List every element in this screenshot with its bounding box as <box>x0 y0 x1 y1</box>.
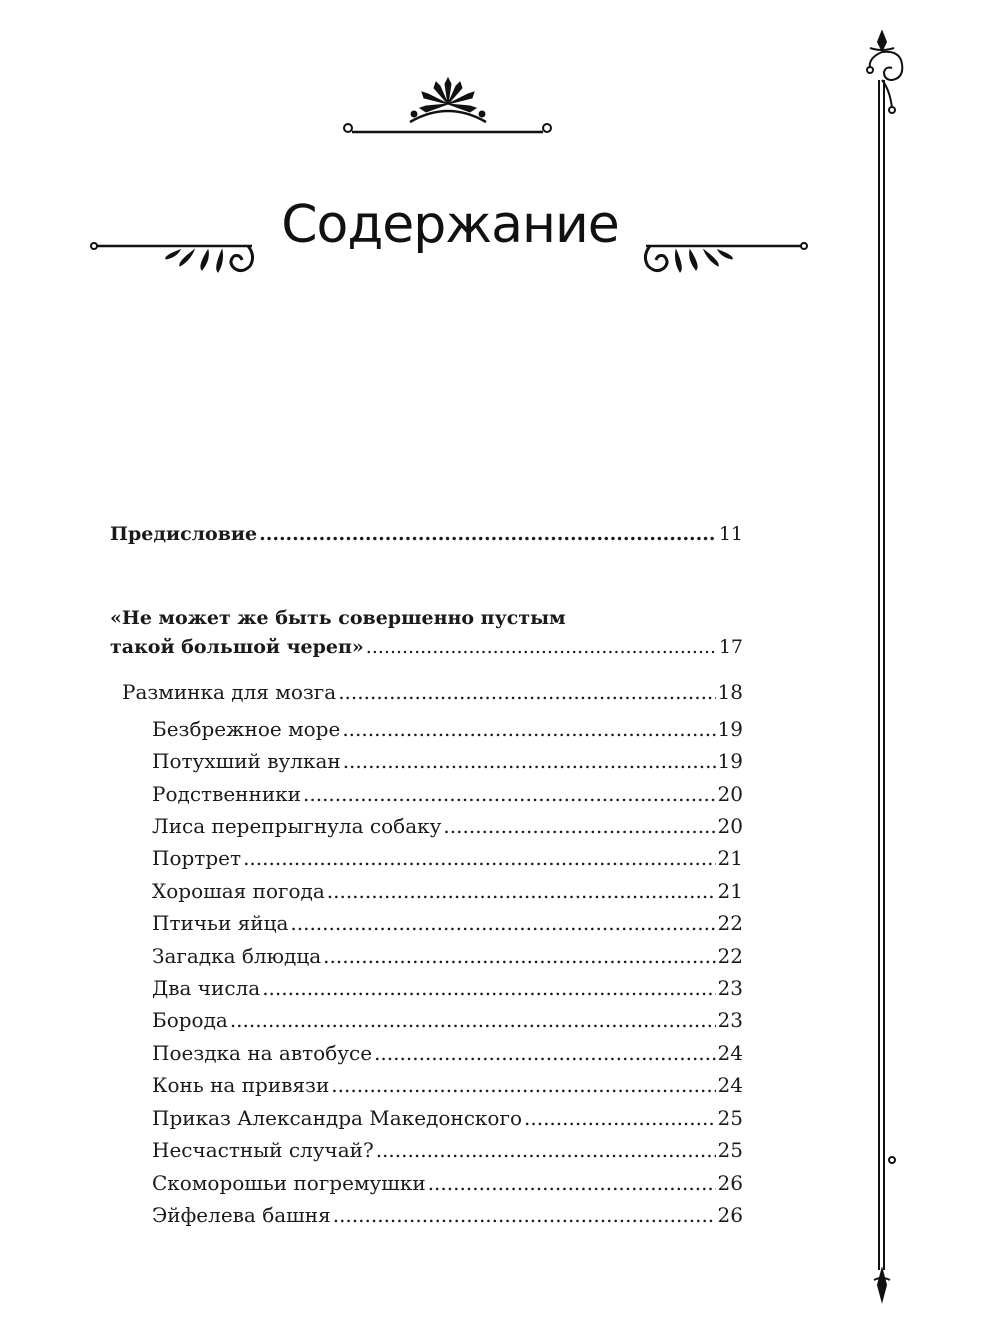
toc-leader-dots <box>262 972 715 1004</box>
toc-entry[interactable] <box>110 940 743 972</box>
toc-page-number: 23 <box>717 1008 743 1033</box>
table-of-contents <box>110 518 743 1231</box>
toc-entry[interactable] <box>110 745 743 777</box>
toc-page-number: 26 <box>717 1202 743 1227</box>
toc-entry[interactable] <box>110 810 743 842</box>
toc-part-title-line: такой большой череп» <box>110 636 364 659</box>
toc-leader-dots <box>366 633 717 662</box>
toc-leader-dots <box>327 875 716 907</box>
toc-entry-part-1[interactable] <box>110 604 743 662</box>
toc-leader-dots <box>338 676 715 708</box>
toc-entry-label: Конь на привязи <box>152 1073 330 1098</box>
toc-entry-label: Скоморошьи погремушки <box>152 1170 426 1195</box>
toc-page-number: 26 <box>717 1170 743 1195</box>
toc-entry[interactable] <box>110 778 743 810</box>
toc-entry[interactable] <box>110 907 743 939</box>
toc-page-number: 24 <box>717 1073 743 1098</box>
toc-page-number: 17 <box>718 636 743 659</box>
toc-entry[interactable] <box>110 972 743 1004</box>
toc-page-number: 23 <box>717 976 743 1001</box>
toc-leader-dots <box>290 907 715 939</box>
toc-page-number: 18 <box>717 680 743 705</box>
toc-leader-dots <box>374 1037 715 1069</box>
toc-entry-label: Безбрежное море <box>152 716 341 741</box>
toc-leader-dots <box>333 1199 716 1231</box>
toc-entry-label: Борода <box>152 1008 228 1033</box>
toc-entry-preface[interactable] <box>110 518 743 550</box>
toc-entry-label: Портрет <box>152 846 242 871</box>
toc-leader-dots <box>331 1069 715 1101</box>
toc-entry-label: Птичьи яйца <box>152 911 289 936</box>
page-title: Содержание <box>281 194 619 255</box>
toc-page-number: 19 <box>717 716 743 741</box>
toc-entry[interactable] <box>110 1102 743 1134</box>
toc-page-number: 11 <box>718 523 743 545</box>
left-flourish-icon <box>90 232 260 282</box>
toc-page-number: 22 <box>717 911 743 936</box>
toc-entry-label: Хорошая погода <box>152 878 325 903</box>
toc-page-number: 25 <box>717 1138 743 1163</box>
toc-leader-dots <box>230 1004 716 1036</box>
toc-leader-dots <box>376 1134 716 1166</box>
toc-entry[interactable] <box>110 1167 743 1199</box>
toc-entry-section[interactable] <box>110 676 743 708</box>
toc-leader-dots <box>323 940 715 972</box>
toc-leader-dots <box>303 778 716 810</box>
toc-entry-label: Поездка на автобусе <box>152 1040 373 1065</box>
toc-entry-label: Лиса перепрыгнула собаку <box>152 814 442 839</box>
toc-entry-label: Родственники <box>152 781 301 806</box>
toc-entry-label: Несчастный случай? <box>152 1138 374 1163</box>
toc-entry[interactable] <box>110 875 743 907</box>
toc-page-number: 25 <box>717 1105 743 1130</box>
toc-entries-list <box>110 713 743 1232</box>
toc-leader-dots <box>342 713 715 745</box>
toc-entry[interactable] <box>110 1069 743 1101</box>
toc-page-number: 20 <box>717 781 743 806</box>
toc-leader-dots <box>343 745 716 777</box>
side-border-ornament <box>860 30 910 1320</box>
toc-leader-dots <box>243 842 715 874</box>
toc-entry-label: Загадка блюдца <box>152 943 322 968</box>
toc-entry-label: Разминка для мозга <box>122 680 337 705</box>
toc-entry[interactable] <box>110 1004 743 1036</box>
toc-entry-label: Два числа <box>152 976 261 1001</box>
toc-page-number: 20 <box>717 814 743 839</box>
toc-entry[interactable] <box>110 1134 743 1166</box>
toc-leader-dots <box>524 1102 716 1134</box>
toc-entry[interactable] <box>110 1037 743 1069</box>
toc-leader-dots <box>428 1167 716 1199</box>
toc-entry-label: Предисловие <box>110 523 258 545</box>
toc-leader-dots <box>443 810 715 842</box>
toc-entry-label: Потухший вулкан <box>152 749 341 774</box>
toc-entry[interactable] <box>110 842 743 874</box>
toc-entry[interactable] <box>110 713 743 745</box>
toc-page-number: 22 <box>717 943 743 968</box>
toc-part-title-line: «Не может же быть совершенно пустым <box>110 607 566 630</box>
toc-entry-label: Эйфелева башня <box>152 1202 331 1227</box>
toc-page-number: 21 <box>717 878 743 903</box>
right-flourish-icon <box>638 232 808 282</box>
toc-leader-dots <box>259 518 717 550</box>
toc-entry[interactable] <box>110 1199 743 1231</box>
toc-page-number: 21 <box>717 846 743 871</box>
toc-entry-label: Приказ Александра Македонского <box>152 1105 522 1130</box>
toc-page-number: 24 <box>717 1040 743 1065</box>
toc-page-number: 19 <box>717 749 743 774</box>
header-ornament-icon <box>340 70 555 140</box>
